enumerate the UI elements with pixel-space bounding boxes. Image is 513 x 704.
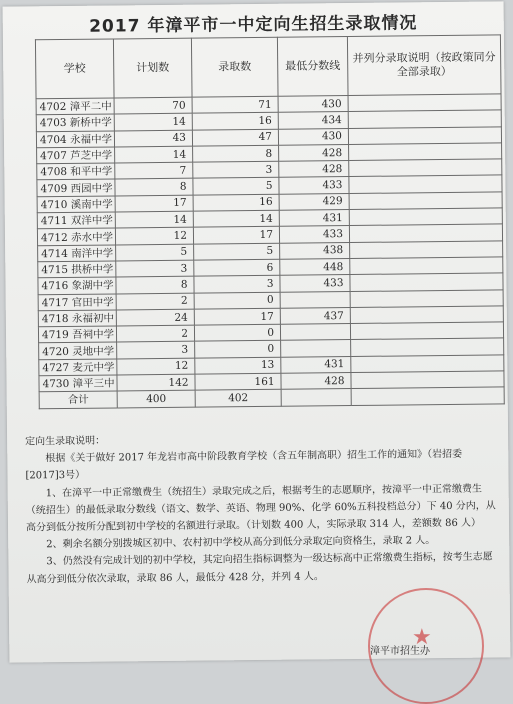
cell-note [350,257,503,275]
cell-min-score: 428 [279,144,349,161]
cell-note [350,306,503,324]
total-note [351,387,504,405]
header-plan: 计划数 [113,38,192,98]
cell-school: 4715 拱桥中学 [38,261,116,278]
cell-plan: 14 [115,146,193,163]
cell-note [349,159,502,177]
cell-admitted: 5 [193,178,279,195]
cell-admitted: 0 [194,292,280,309]
cell-note [350,322,503,340]
cell-min-score [281,340,351,357]
table-header-row [35,35,501,99]
cell-note [349,208,502,226]
cell-admitted: 13 [195,357,281,374]
header-admitted: 录取数 [191,37,278,97]
cell-plan: 43 [114,130,192,147]
cell-min-score [280,291,350,308]
cell-plan: 70 [114,97,192,114]
notes-heading: 定向生录取说明： [25,435,106,448]
notes-paragraph-1: 根据《关于做好 2017 年龙岩市高中阶段教育学校（含五年制高职）招生工作的通知》（岩招委[2017]3号） [25,449,463,482]
cell-admitted: 17 [193,227,279,244]
cell-plan: 142 [117,374,195,391]
signature: 漳平市招生办 [370,646,430,657]
cell-admitted: 47 [192,129,278,146]
cell-plan: 8 [115,179,193,196]
cell-school: 4719 吾祠中学 [38,326,116,343]
cell-min-score: 433 [279,177,349,194]
cell-school: 4708 和平中学 [37,163,115,180]
cell-min-score: 428 [281,373,351,390]
notes-paragraph-4: 3、仍然没有完成计划的初中学校，其定向招生指标调整为一级达标高中正常缴费生指标，按考生志愿从高分到低分依次录取，录取 86 人，最低分 428 分，并列 4 人。 [26,551,493,586]
cell-school: 4714 南洋中学 [38,245,116,262]
cell-plan: 17 [115,195,193,212]
cell-min-score: 437 [280,307,350,324]
header-school: 学校 [35,39,114,99]
cell-admitted: 5 [194,243,280,260]
total-label: 合计 [39,391,117,408]
admission-notes [25,429,497,589]
cell-admitted: 3 [194,276,280,293]
cell-note [351,355,504,373]
cell-min-score [280,324,350,341]
cell-min-score: 434 [278,112,348,129]
cell-note [351,371,504,389]
notes-paragraph-3: 2、剩余名额分别拨城区初中、农村初中学校从高分到低分录取定向资格生，录取 2 人。 [46,535,436,551]
cell-plan: 8 [116,276,194,293]
cell-note [349,143,502,161]
cell-plan: 14 [115,211,193,228]
cell-school: 4703 新桥中学 [36,114,114,131]
header-min-score: 最低分数线 [277,37,348,97]
admission-table [35,34,505,409]
cell-note [348,94,501,112]
header-note: 并列分录取说明（按政策同分全部录取） [347,35,501,96]
cell-plan: 2 [116,293,194,310]
cell-note [349,224,502,242]
cell-admitted: 0 [195,341,281,358]
page-title: 2017 年漳平市一中定向生招生录取情况 [89,13,418,37]
cell-school: 4720 灵地中学 [39,342,117,359]
cell-school: 4712 赤水中学 [37,228,115,245]
cell-min-score: 433 [280,275,350,292]
cell-admitted: 161 [195,373,281,390]
cell-admitted: 3 [193,161,279,178]
cell-plan: 3 [117,342,195,359]
seal-star-icon: ★ [412,625,432,650]
total-min [281,389,351,406]
cell-min-score: 448 [280,258,350,275]
total-plan: 400 [117,390,195,407]
cell-plan: 24 [116,309,194,326]
cell-note [349,192,502,210]
cell-min-score: 430 [278,128,348,145]
cell-min-score: 430 [278,96,348,113]
document-page [3,1,511,662]
cell-note [350,273,503,291]
cell-school: 4702 漳平二中 [36,98,114,115]
notes-paragraph-2: 1、在漳平一中正常缴费生（统招生）录取完成之后，根据考生的志愿顺序，按漳平一中正常缴费生（统招生）的最低录取分数线（语文、数学、英语、物理 90%、化学 60%五科投档总分）下 40 分内，从高分到低分按所分配到初中学校的名额进行录取。（计划数 400 人，实际录取 314 人，差额数 86 人） [25,483,496,534]
cell-min-score: 431 [279,210,349,227]
cell-note [348,110,501,128]
cell-plan: 7 [115,162,193,179]
cell-school: 4727 麦元中学 [39,359,117,376]
cell-admitted: 16 [192,113,278,130]
cell-school: 4704 永福中学 [36,131,114,148]
cell-min-score: 428 [279,161,349,178]
cell-min-score: 433 [279,226,349,243]
cell-admitted: 16 [193,194,279,211]
cell-plan: 3 [116,260,194,277]
cell-school: 4709 西园中学 [37,179,115,196]
cell-school: 4718 永福初中 [38,310,116,327]
cell-school: 4717 官田中学 [38,294,116,311]
cell-note [351,338,504,356]
cell-min-score: 431 [281,356,351,373]
cell-min-score: 429 [279,193,349,210]
cell-plan: 12 [117,358,195,375]
cell-note [349,175,502,193]
cell-plan: 12 [115,228,193,245]
cell-school: 4711 双洋中学 [37,212,115,229]
cell-note [350,241,503,259]
cell-admitted: 0 [194,324,280,341]
cell-admitted: 8 [193,145,279,162]
cell-note [350,289,503,307]
total-admitted: 402 [195,390,281,407]
cell-note [348,127,501,145]
cell-min-score: 438 [280,242,350,259]
cell-school: 4716 象湖中学 [38,277,116,294]
cell-admitted: 71 [192,96,278,113]
cell-school: 4730 漳平三中 [39,375,117,392]
cell-plan: 2 [116,325,194,342]
cell-admitted: 14 [193,210,279,227]
cell-school: 4710 溪南中学 [37,196,115,213]
cell-admitted: 6 [194,259,280,276]
cell-school: 4707 芦芝中学 [37,147,115,164]
cell-admitted: 17 [194,308,280,325]
cell-plan: 5 [116,244,194,261]
cell-plan: 14 [114,113,192,130]
